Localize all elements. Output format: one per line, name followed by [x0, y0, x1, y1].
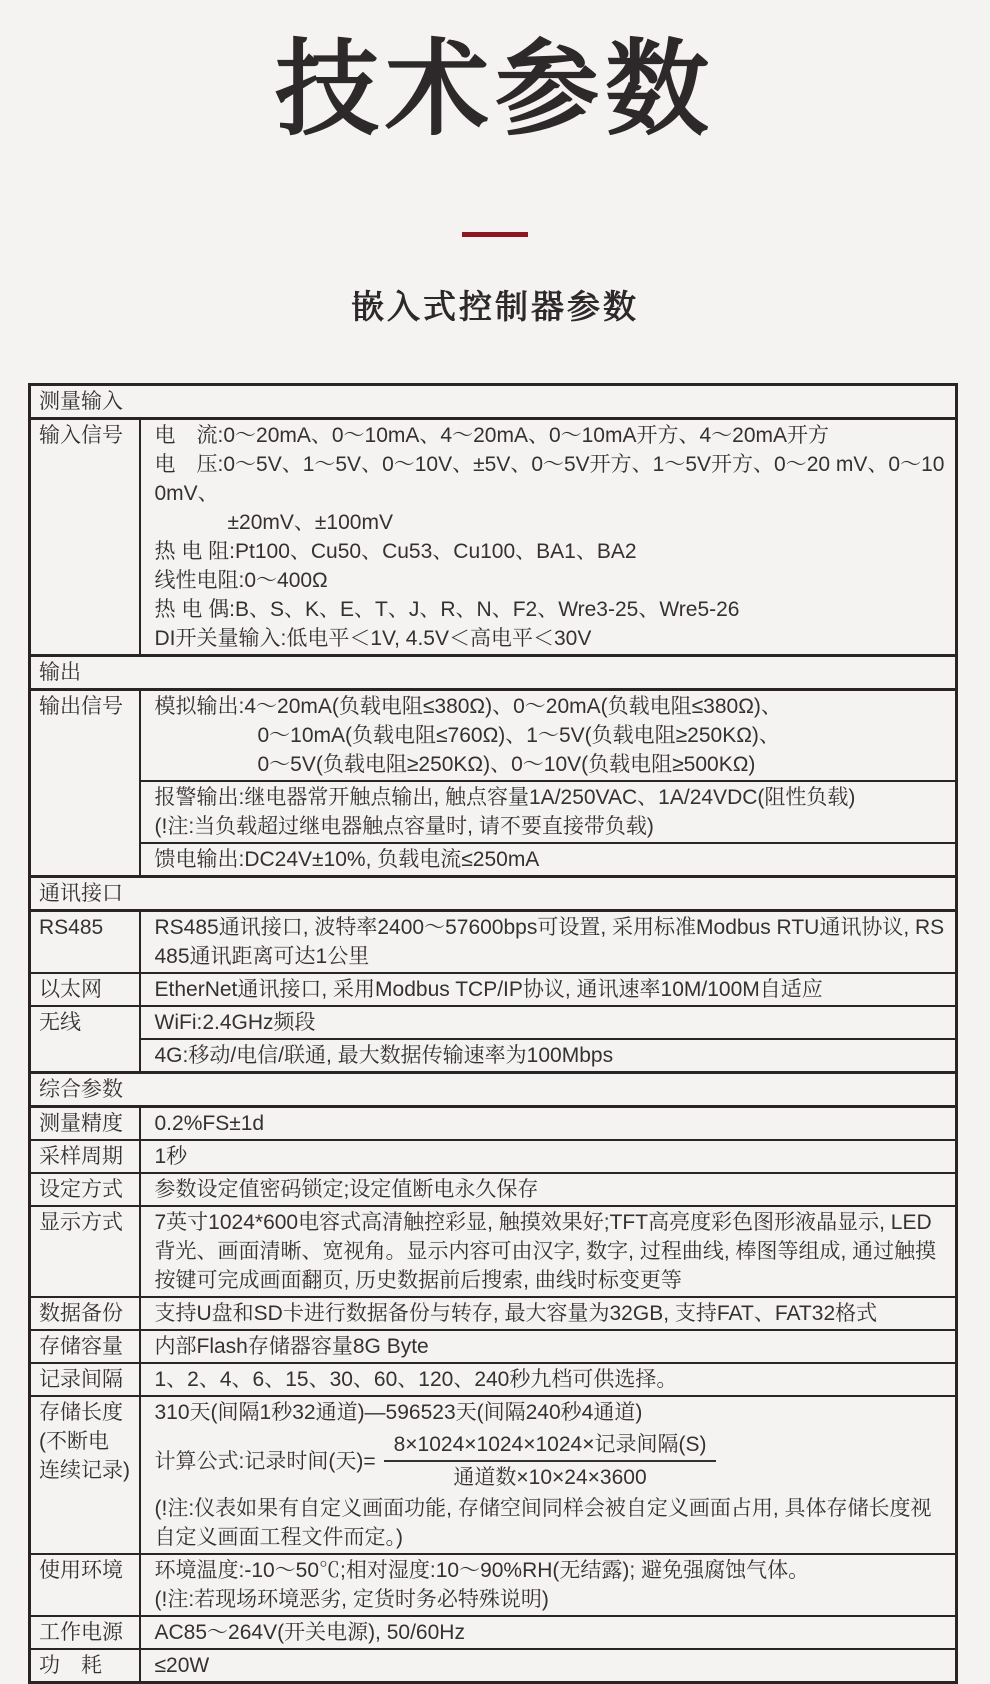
param-value-analog [140, 690, 957, 782]
value-line-rtd: 热 电 阻:Pt100、Cu50、Cu53、Cu100、BA1、BA2 [154, 540, 637, 563]
param-value-feed: 馈电输出:DC24V±10%, 负载电流≤250mA [140, 843, 957, 877]
param-label-storage [30, 1396, 140, 1554]
param-label: 输出信号 [30, 690, 140, 877]
table-row-storage-length [30, 1396, 957, 1554]
param-value: 7英寸1024*600电容式高清触控彩显, 触摸效果好;TFT高亮度彩色图形液晶显示, LED背光、画面清晰、宽视角。显示内容可由汉字, 数字, 过程曲线, 棒图等组成, 通过触摸按键可完成画面翻页, 历史数据前后搜索, 曲线时标变更等 [140, 1206, 957, 1297]
section-row-comm [30, 877, 957, 911]
environment-line-2: (!注:若现场环境恶劣, 定货时务必特殊说明) [154, 1588, 549, 1611]
param-value-wifi: WiFi:2.4GHz频段 [140, 1006, 957, 1039]
formula-denominator: 通道数×10×24×3600 [453, 1466, 647, 1489]
section-title: 综合参数 [30, 1073, 957, 1107]
param-label: 使用环境 [30, 1554, 140, 1616]
value-line-di: DI开关量输入:低电平＜1V, 4.5V＜高电平＜30V [154, 627, 592, 650]
table-row-input-signal [30, 419, 957, 656]
table-row-interval [30, 1363, 957, 1396]
param-value: 内部Flash存储器容量8G Byte [140, 1330, 957, 1363]
table-row-environment [30, 1554, 957, 1616]
storage-formula [155, 1430, 946, 1492]
param-value: 0.2%FS±1d [140, 1107, 957, 1141]
value-line-analog-3: 0～5V(负载电阻≥250KΩ)、0～10V(负载电阻≥500KΩ) [257, 753, 756, 776]
param-label: 输入信号 [30, 419, 140, 656]
label-line-1: 存储长度 [39, 1401, 123, 1424]
param-value: 1秒 [140, 1140, 957, 1173]
table-row-display [30, 1206, 957, 1297]
param-label: 工作电源 [30, 1616, 140, 1649]
param-value: ≤20W [140, 1649, 957, 1683]
value-line-analog-1: 模拟输出:4～20mA(负载电阻≤380Ω)、0～20mA(负载电阻≤380Ω)、 [154, 695, 782, 718]
param-label: 采样周期 [30, 1140, 140, 1173]
accent-divider [462, 232, 528, 237]
param-label: 以太网 [30, 973, 140, 1006]
value-line-thermocouple: 热 电 偶:B、S、K、E、T、J、R、N、F2、Wre3-25、Wre5-26 [154, 598, 740, 621]
table-row-sampling [30, 1140, 957, 1173]
section-row-general [30, 1073, 957, 1107]
storage-note: (!注:仪表如果有自定义画面功能, 存储空间同样会被自定义画面占用, 具体存储长度视自定义画面工程文件而定。) [154, 1497, 932, 1549]
table-row-wireless-4g [30, 1039, 957, 1073]
table-row-consumption [30, 1649, 957, 1683]
param-value: 支持U盘和SD卡进行数据备份与转存, 最大容量为32GB, 支持FAT、FAT32格式 [140, 1297, 957, 1330]
value-line-alarm-1: 报警输出:继电器常开触点输出, 触点容量1A/250VAC、1A/24VDC(阻性负载) [154, 786, 856, 809]
formula-fraction [384, 1430, 717, 1492]
environment-line-1: 环境温度:-10～50℃;相对湿度:10～90%RH(无结露); 避免强腐蚀气体。 [154, 1559, 810, 1582]
param-label: 设定方式 [30, 1173, 140, 1206]
table-row-output-signal-feed [30, 843, 957, 877]
param-value-4g: 4G:移动/电信/联通, 最大数据传输速率为100Mbps [140, 1039, 957, 1073]
table-row-accuracy [30, 1107, 957, 1141]
label-line-2: (不断电 [39, 1430, 109, 1453]
table-row-wireless-wifi [30, 1006, 957, 1039]
label-line-3: 连续记录) [39, 1459, 130, 1482]
value-line-analog-2: 0～10mA(负载电阻≤760Ω)、1～5V(负载电阻≥250KΩ)、 [257, 724, 780, 747]
param-value: 参数设定值密码锁定;设定值断电永久保存 [140, 1173, 957, 1206]
param-label: 测量精度 [30, 1107, 140, 1141]
storage-range: 310天(间隔1秒32通道)—596523天(间隔240秒4通道) [154, 1401, 643, 1424]
value-line-current: 电 流:0～20mA、0～10mA、4～20mA、0～10mA开方、4～20mA开方 [154, 424, 830, 447]
param-label: 功 耗 [30, 1649, 140, 1683]
table-row-ethernet [30, 973, 957, 1006]
table-row-output-signal-alarm [30, 781, 957, 843]
param-label: 显示方式 [30, 1206, 140, 1297]
param-value: RS485通讯接口, 波特率2400～57600bps可设置, 采用标准Modbus RTU通讯协议, RS485通讯距离可达1公里 [140, 911, 957, 974]
param-value: AC85～264V(开关电源), 50/60Hz [140, 1616, 957, 1649]
param-value [140, 419, 957, 656]
param-label: 无线 [30, 1006, 140, 1073]
param-label: 记录间隔 [30, 1363, 140, 1396]
table-row-output-signal-analog [30, 690, 957, 782]
page-subtitle: 嵌入式控制器参数 [351, 288, 639, 325]
formula-prefix: 计算公式:记录时间(天)= [154, 1449, 376, 1473]
param-value-storage [140, 1396, 957, 1554]
param-label: 数据备份 [30, 1297, 140, 1330]
table-row-backup [30, 1297, 957, 1330]
param-value-alarm [140, 781, 957, 843]
table-row-capacity [30, 1330, 957, 1363]
value-line-alarm-2: (!注:当负载超过继电器触点容量时, 请不要直接带负载) [154, 815, 654, 838]
param-value: 1、2、4、6、15、30、60、120、240秒九档可供选择。 [140, 1363, 957, 1396]
section-title: 通讯接口 [30, 877, 957, 911]
param-value: EtherNet通讯接口, 采用Modbus TCP/IP协议, 通讯速率10M/100M自适应 [140, 973, 957, 1006]
param-value-environment [140, 1554, 957, 1616]
section-row-output [30, 656, 957, 690]
table-row-power [30, 1616, 957, 1649]
value-line-linear-resistance: 线性电阻:0～400Ω [154, 569, 328, 592]
section-title: 输出 [30, 656, 957, 690]
section-title: 测量输入 [30, 385, 957, 419]
value-line-voltage-2: ±20mV、±100mV [227, 511, 393, 534]
value-line-voltage-1: 电 压:0～5V、1～5V、0～10V、±5V、0～5V开方、1～5V开方、0～20 mV、0～100mV、 [154, 453, 945, 505]
formula-numerator: 8×1024×1024×1024×记录间隔(S) [384, 1430, 717, 1462]
page-title: 技术参数 [274, 32, 715, 148]
param-label: RS485 [30, 911, 140, 974]
section-row-measure-input [30, 385, 957, 419]
table-row-setting [30, 1173, 957, 1206]
spec-table [28, 383, 958, 1684]
param-label: 存储容量 [30, 1330, 140, 1363]
table-row-rs485 [30, 911, 957, 974]
